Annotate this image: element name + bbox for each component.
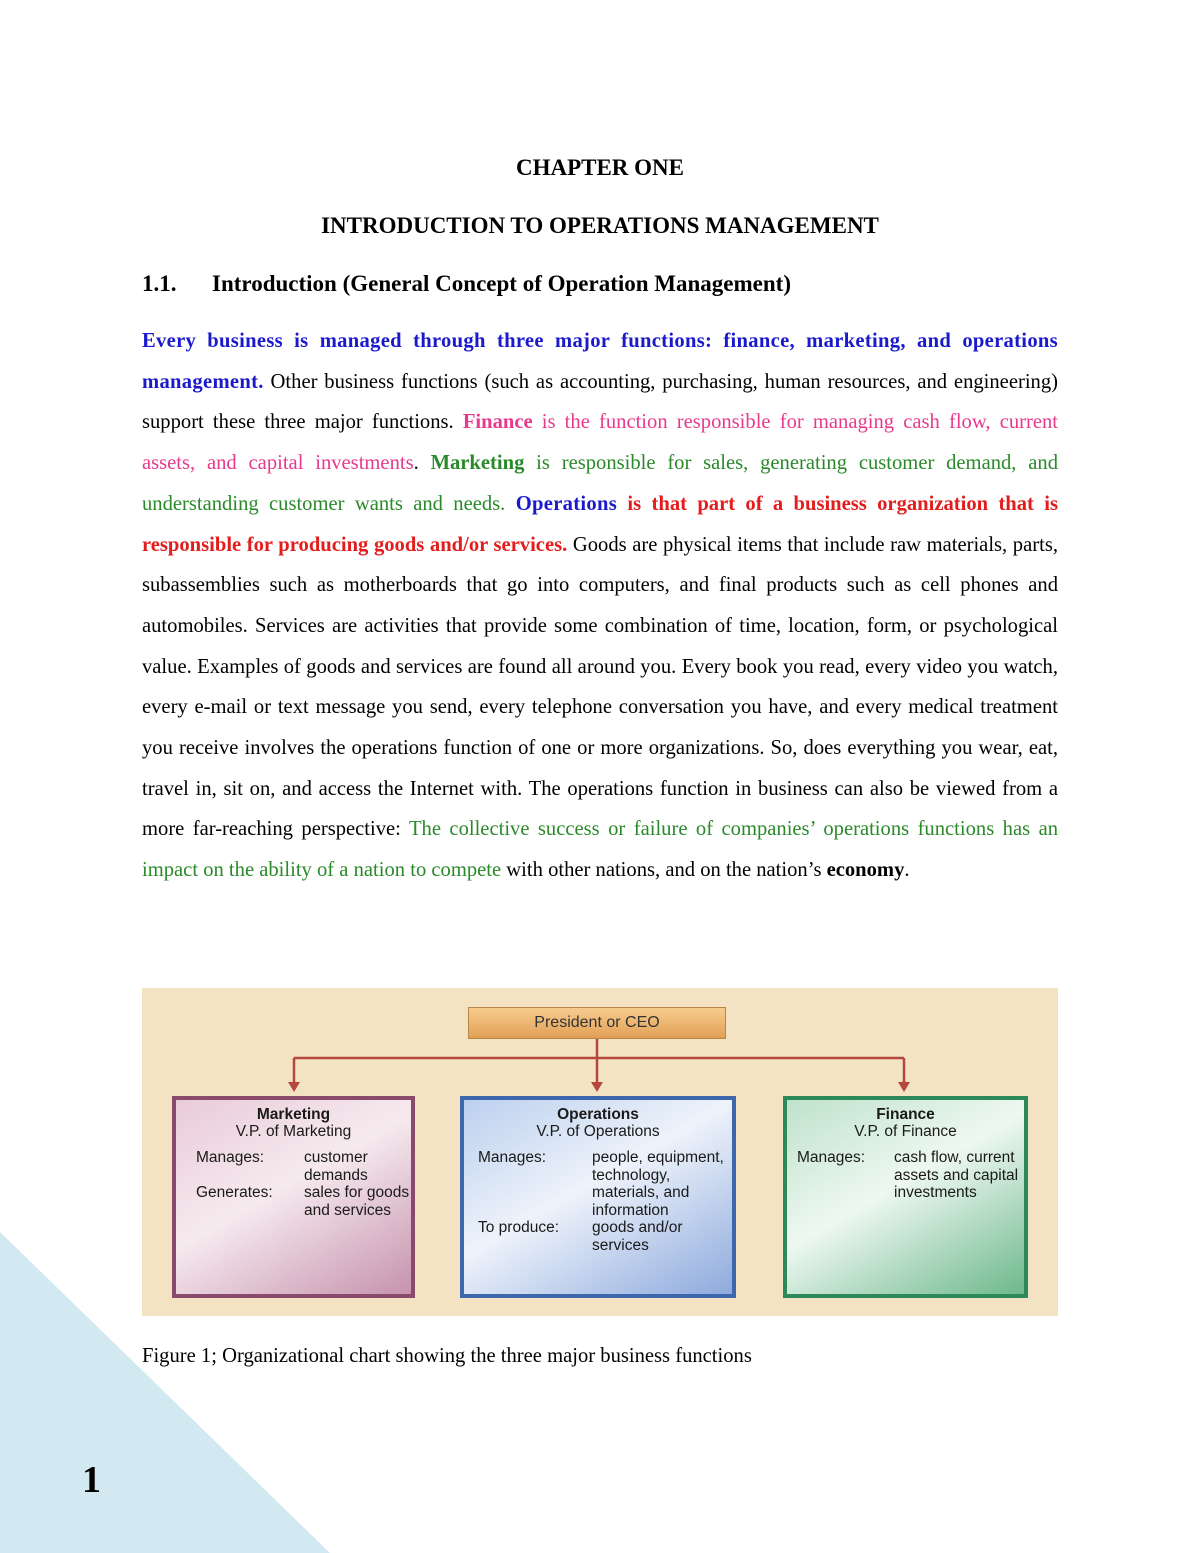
marketing-heading: Marketing: [256, 1106, 331, 1123]
section-heading: [142, 271, 791, 297]
marketing-generates-label: Generates:: [196, 1184, 273, 1201]
intro-sentence: Every business is managed through three major functions: finance, marketing, and operations management.: [142, 330, 1058, 393]
nation-impact-text: The collective success or failure of companies’ operations functions has an impact on the ability of a nation to compete: [142, 818, 1058, 882]
operations-heading: Operations: [557, 1106, 639, 1123]
finance-manages-label: Manages:: [797, 1149, 866, 1166]
operations-produce-row: [478, 1219, 732, 1254]
finance-heading: Finance: [876, 1106, 935, 1123]
finance-vp: V.P. of Finance: [854, 1123, 957, 1140]
section-number: 1.1.: [142, 271, 177, 296]
marketing-manages-row: [196, 1149, 411, 1184]
marketing-term: Marketing: [430, 452, 525, 475]
marketing-generates-value: sales for goods and services: [304, 1184, 410, 1219]
finance-manages-row: [797, 1149, 1024, 1202]
arrowhead-marketing: [288, 1082, 300, 1092]
support-functions-text: Other business functions (such as accounting, purchasing, human resources, and engineering) support these three major functions.: [142, 370, 1058, 434]
body-paragraph: [142, 321, 1058, 891]
finance-term: Finance: [462, 411, 533, 434]
operations-produce-value: goods and/or services: [592, 1219, 683, 1254]
marketing-definition: is responsible for sales, generating customer demand, and understanding customer wants and needs.: [142, 452, 1058, 515]
marketing-manages-value: customer demands: [304, 1149, 368, 1184]
paragraph-end: .: [904, 859, 910, 882]
chapter-title: CHAPTER ONE: [515, 155, 685, 180]
finance-end: .: [413, 452, 431, 475]
section-title: Introduction (General Concept of Operation Management): [212, 271, 791, 296]
operations-box: [460, 1096, 736, 1298]
marketing-vp: V.P. of Marketing: [235, 1123, 352, 1140]
economy-term: economy: [826, 859, 905, 882]
arrowhead-operations: [591, 1082, 603, 1092]
org-chart-figure: [142, 988, 1058, 1316]
marketing-end: [505, 493, 515, 515]
goods-services-text: Goods are physical items that include raw materials, parts, subassemblies such as motherboards that go into computers, and final products such as cell phones and automobiles. Services are activities that provide some combination of time, location, form, or psychological value. Examples of goods and services are found all around you. Every book you read, every video you watch, every e-mail or text message you send, every telephone conversation you have, and every medical treatment you receive involves the operations function of one or more organizations. So, does everything you wear, eat, travel in, sit on, and access the Internet with. The operations function in business can also be viewed from a more far-reaching perspective:: [142, 533, 1058, 841]
operations-manages-value: people, equipment, technology, materials, and information: [592, 1149, 724, 1219]
ceo-box: President or CEO: [468, 1007, 726, 1039]
operations-term: Operations: [515, 492, 618, 515]
finance-manages-value: cash flow, current assets and capital investments: [894, 1149, 1019, 1201]
figure-caption: Figure 1; Organizational chart showing the three major business functions: [142, 1345, 752, 1367]
marketing-box: [172, 1096, 415, 1298]
operations-definition: is that part of a business organization that is responsible for producing goods and/or services.: [142, 492, 1058, 556]
marketing-generates-row: [196, 1184, 411, 1219]
operations-produce-label: To produce:: [478, 1219, 559, 1236]
arrowhead-finance: [898, 1082, 910, 1092]
marketing-manages-label: Manages:: [196, 1149, 265, 1166]
finance-definition: is the function responsible for managing cash flow, current assets, and capital investments: [142, 411, 1059, 475]
nation-compete-text: with other nations, and on the nation’s: [501, 859, 827, 882]
finance-box: [783, 1096, 1028, 1298]
operations-manages-row: [478, 1149, 732, 1219]
operations-vp: V.P. of Operations: [536, 1123, 660, 1140]
document-title: INTRODUCTION TO OPERATIONS MANAGEMENT: [321, 213, 879, 238]
operations-manages-label: Manages:: [478, 1149, 547, 1166]
page-number: 1: [82, 1459, 101, 1501]
